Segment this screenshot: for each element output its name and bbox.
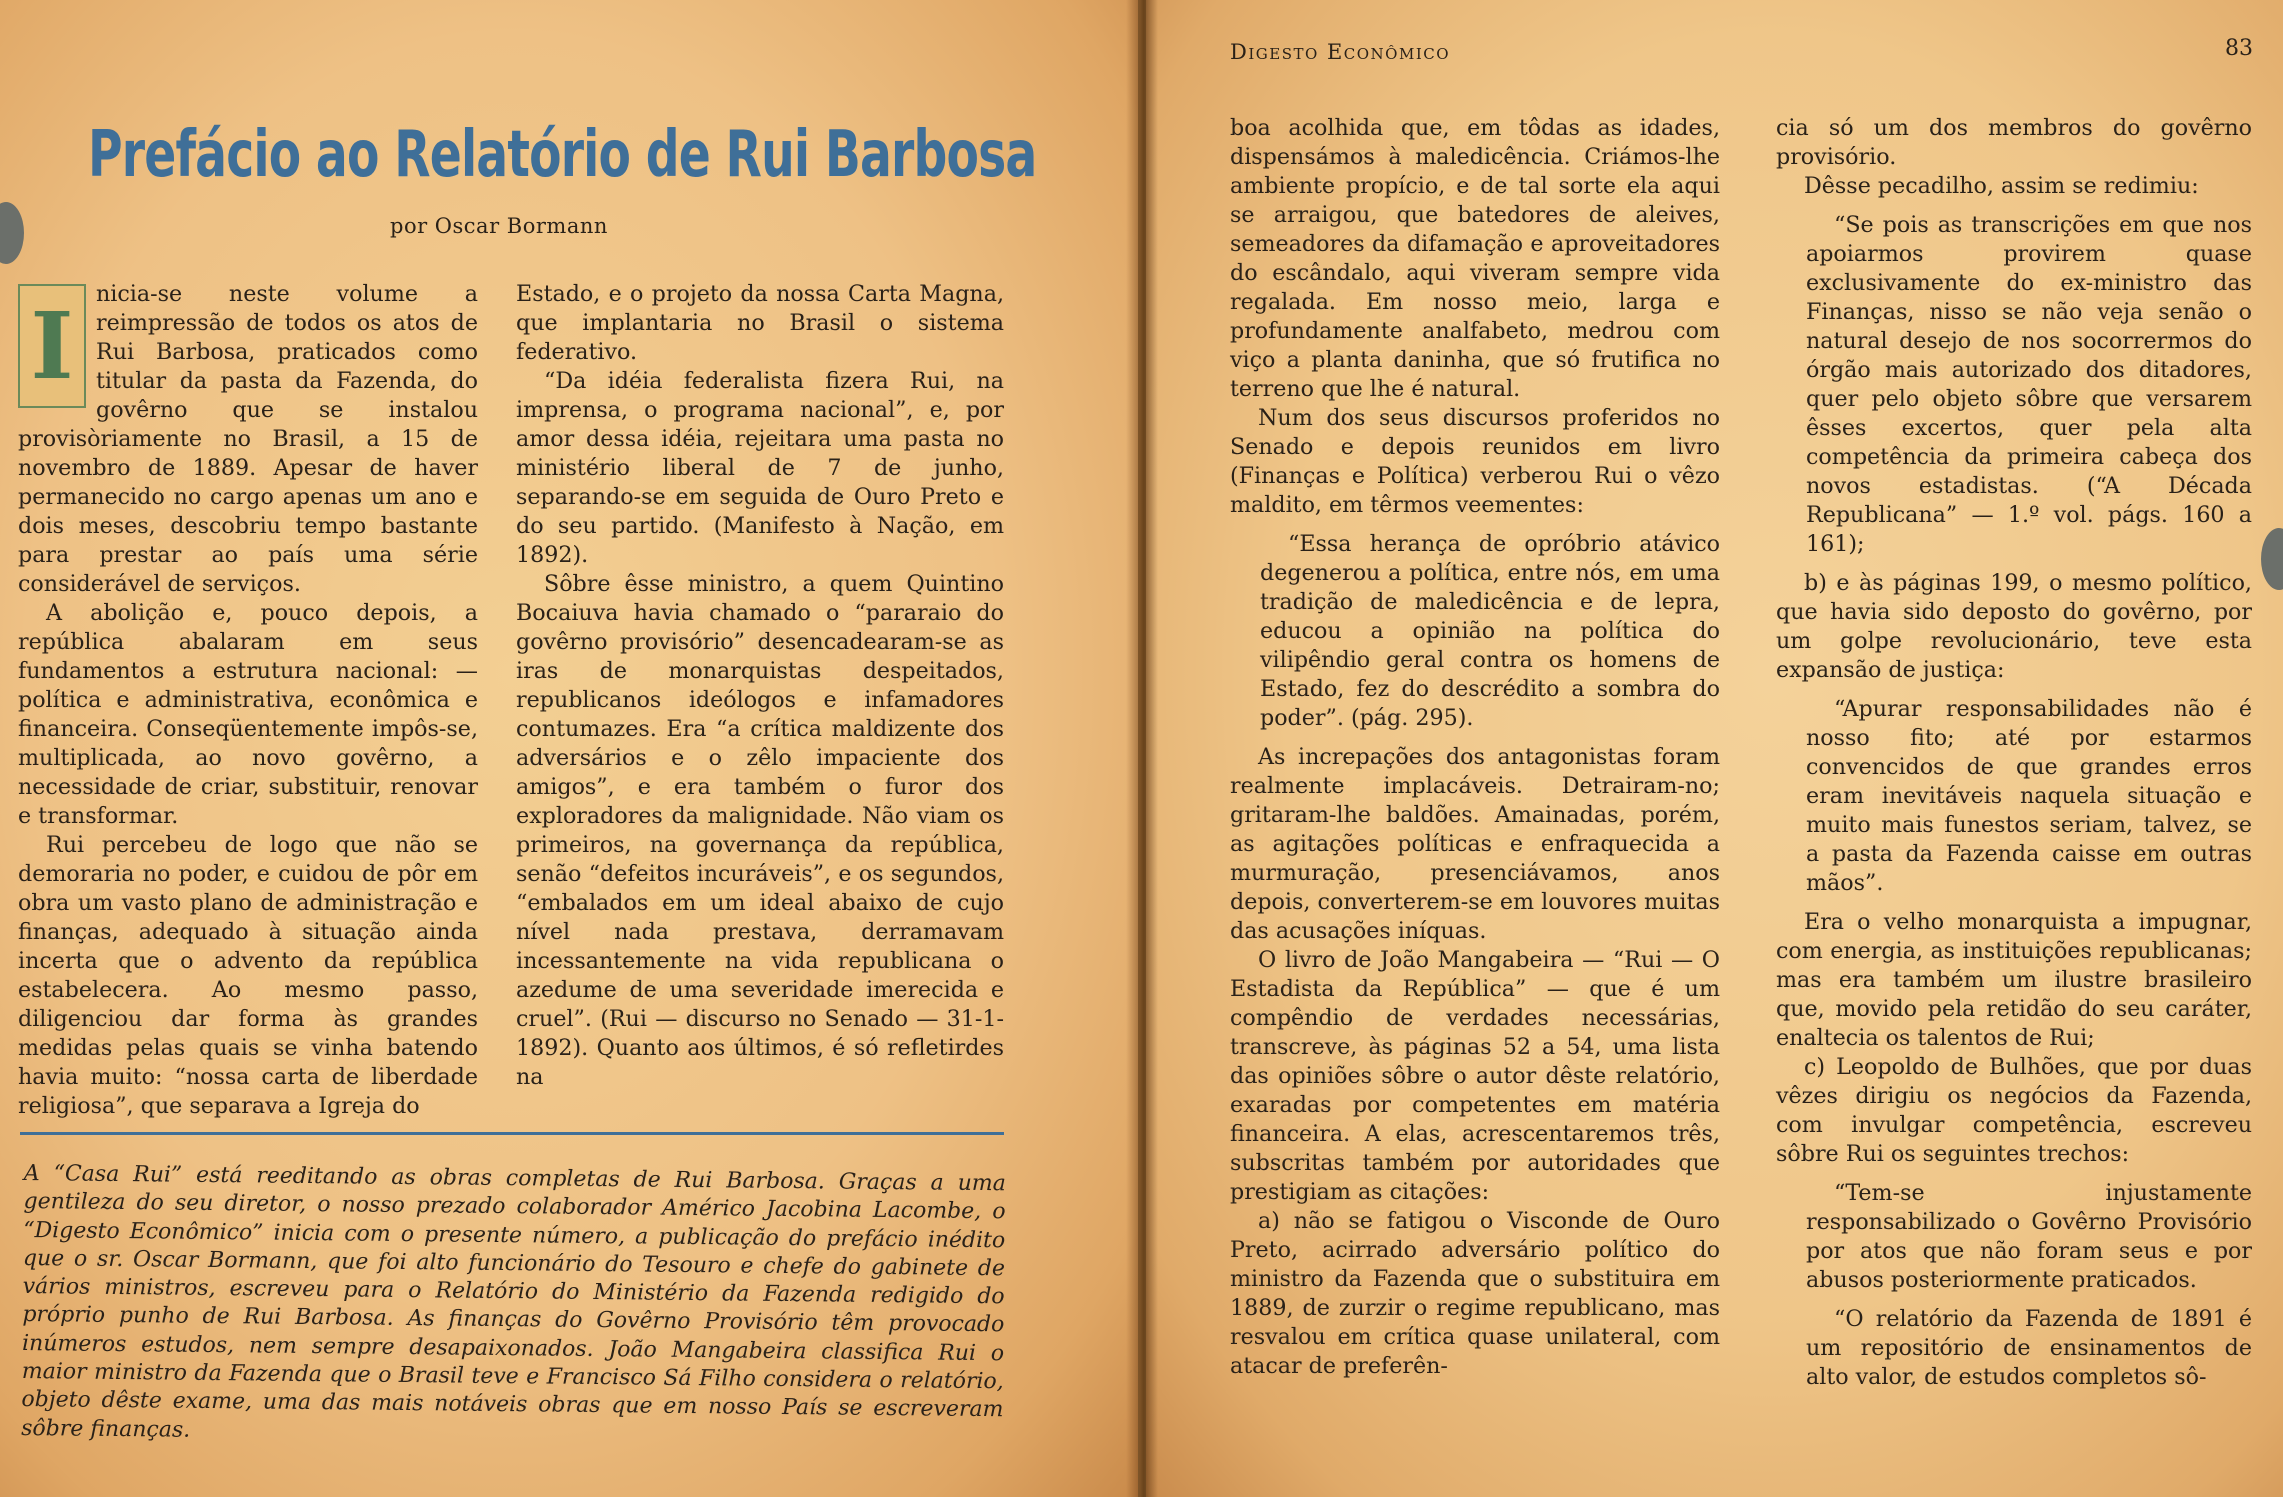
quotation: “Essa herança de opróbrio atávico degenerou a política, entre nós, em uma tradição de maledicência e de lepra, educou a opinião na política do vilipêndio geral contra os homens de Estado, fez do descrédito a sombra do poder”. (pág. 295). bbox=[1260, 531, 1720, 731]
left-column-1 bbox=[18, 280, 478, 1121]
drop-cap-letter: I bbox=[30, 292, 74, 400]
spine-gutter bbox=[1126, 0, 1158, 1497]
section-divider bbox=[20, 1132, 1004, 1135]
paragraph: Rui percebeu de logo que não se demoraria no poder, e cuidou de pôr em obra um vasto plano de administração e finanças, adequado à situação ainda incerta que o advento da república estabelecera. Ao mesmo passo, diligenciou dar forma às grandes medidas pelas quais se vinha batendo havia muito: “nossa carta de liberdade religiosa”, que separava a Igreja do bbox=[18, 832, 478, 1119]
paragraph: A abolição e, pouco depois, a república abalaram em seus fundamentos a estrutura nacional: — política e administrativa, econômica e financeira. Conseqüentemente impôs-se, multiplicada, ao novo govêrno, a necessidade de criar, substituir, renovar e transformar. bbox=[18, 600, 478, 829]
paragraph: O livro de João Mangabeira — “Rui — O Estadista da República” — que é um compêndio de verdades necessárias, transcreve, às páginas 52 a 54, uma lista das opiniões sôbre o autor dêste relatório, exaradas por competentes em matéria financeira. A elas, acrescentaremos três, subscritas também por autoridades que prestigiam as citações: bbox=[1230, 947, 1720, 1205]
drop-cap-ornament bbox=[18, 284, 86, 408]
right-column-1 bbox=[1230, 114, 1720, 1381]
paragraph: “Da idéia federalista fizera Rui, na imprensa, o programa nacional”, e, por amor dessa idéia, rejeitara uma pasta no ministério liberal de 7 de junho, separando-se em seguida de Ouro Preto e do seu partido. (Manifesto à Nação, em 1892). bbox=[516, 368, 1004, 568]
right-column-2 bbox=[1776, 114, 2252, 1402]
paragraph: As increpações dos antagonistas foram realmente implacáveis. Detrairam-no; gritaram-lhe baldões. Amainadas, porém, as agitações políticas e enfraquecida a murmuração, presenciávamos, anos depois, converterem-se em louvores muitas das acusações iníquas. bbox=[1230, 744, 1720, 944]
quotation: “Tem-se injustamente responsabilizado o Govêrno Provisório por atos que não foram seus e por abusos posteriormente praticados. bbox=[1806, 1180, 2252, 1293]
running-head: Digesto Econômico bbox=[1230, 40, 1451, 64]
paragraph: boa acolhida que, em tôdas as idades, dispensámos à maledicência. Criámos-lhe ambiente propício, e de tal sorte ela aqui se arraigou, que batedores de aleives, semeadores da difamação e aproveitadores do escândalo, aqui viveram sempre vida regalada. Em nosso meio, larga e profundamente analfabeto, medrou com viço a planta daninha, que só frutifica no terreno que lhe é natural. bbox=[1230, 115, 1720, 402]
left-column-2 bbox=[516, 280, 1004, 1092]
paragraph: Era o velho monarquista a impugnar, com energia, as instituições republicanas; mas era também um ilustre brasileiro que, movido pela retidão do seu caráter, enaltecia os talentos de Rui; bbox=[1776, 909, 2252, 1051]
paragraph: cia só um dos membros do govêrno provisório. bbox=[1776, 115, 2252, 170]
binding-hole bbox=[0, 202, 24, 264]
left-page bbox=[0, 0, 1138, 1497]
article-title: Prefácio ao Relatório de Rui Barbosa bbox=[88, 118, 1037, 192]
paragraph: nicia-se neste volume a reimpressão de todos os atos de Rui Barbosa, praticados como titular da pasta da Fazenda, do govêrno que se instalou provisòriamente no Brasil, a 15 de novembro de 1889. Apesar de haver permanecido no cargo apenas um ano e dois meses, descobriu tempo bastante para prestar ao país uma série considerável de serviços. bbox=[18, 281, 478, 597]
paragraph: Dêsse pecadilho, assim se redimiu: bbox=[1804, 173, 2199, 199]
quotation: “O relatório da Fazenda de 1891 é um repositório de ensinamentos de alto valor, de estudos completos sô- bbox=[1806, 1306, 2252, 1390]
quotation: “Se pois as transcrições em que nos apoiarmos provirem quase exclusivamente do ex-ministro das Finanças, nisso se não veja senão o natural desejo de nos socorrermos do órgão mais autorizado dos ditadores, quer pelo objeto sôbre que versarem êsses excertos, quer pela alta competência da primeira cabeça dos novos estadistas. (“A Década Republicana” — 1.º vol. págs. 160 a 161); bbox=[1806, 212, 2252, 557]
paragraph: Num dos seus discursos proferidos no Senado e depois reunidos em livro (Finanças e Política) verberou Rui o vêzo maldito, em têrmos veementes: bbox=[1230, 405, 1720, 518]
byline: por Oscar Bormann bbox=[390, 214, 608, 238]
editorial-note: A “Casa Rui” está reeditando as obras completas de Rui Barbosa. Graças a uma gentileza do seu diretor, o nosso prezado colaborador Américo Jacobina Lacombe, o “Digesto Econômico” inicia com o presente número, a publicação do prefácio inédito que o sr. Oscar Bormann, que foi alto funcionário do Tesouro e chefe do gabinete de vários ministros, escreveu para o Relatório do Ministério da Fazenda redigido do próprio punho de Rui Barbosa. As finanças do Govêrno Provisório têm provocado inúmeros estudos, nem sempre desapaixonados. João Mangabeira classifica Rui o maior ministro da Fazenda que o Brasil teve e Francisco Sá Filho considera o relatório, objeto dêste exame, uma das mais notáveis obras que em nosso País se escreveram sôbre finanças. bbox=[21, 1161, 1006, 1443]
quotation: “Apurar responsabilidades não é nosso fito; até por estarmos convencidos de que grandes erros eram inevitáveis naquela situação e muito mais funestos seriam, talvez, se a pasta da Fazenda caisse em outras mãos”. bbox=[1806, 696, 2252, 896]
right-page bbox=[1146, 0, 2283, 1497]
binding-hole bbox=[2261, 528, 2283, 590]
page-number: 83 bbox=[2225, 36, 2253, 61]
paragraph: c) Leopoldo de Bulhões, que por duas vêzes dirigiu os negócios da Fazenda, com invulgar competência, escreveu sôbre Rui os seguintes trechos: bbox=[1776, 1054, 2252, 1167]
paragraph: Sôbre êsse ministro, a quem Quintino Bocaiuva havia chamado o “pararaio do govêrno provisório” desencadearam-se as iras de monarquistas despeitados, republicanos ideólogos e infamadores contumazes. Era “a crítica maldizente dos adversários e o zêlo impaciente dos amigos”, e era também o furor dos exploradores da malignidade. Não viam os primeiros, na governança da república, senão “defeitos incuráveis”, e os segundos, “embalados em um ideal abaixo de cujo nível nada prestava, derramavam incessantemente na vida republicana o azedume de uma severidade imerecida e cruel”. (Rui — discurso no Senado — 31-1-1892). Quanto aos últimos, é só refletirdes na bbox=[516, 571, 1004, 1090]
paragraph: Estado, e o projeto da nossa Carta Magna, que implantaria no Brasil o sistema federativo. bbox=[516, 281, 1004, 365]
paragraph: b) e às páginas 199, o mesmo político, que havia sido deposto do govêrno, por um golpe revolucionário, teve esta expansão de justiça: bbox=[1776, 570, 2252, 683]
paragraph: a) não se fatigou o Visconde de Ouro Preto, acirrado adversário político do ministro da Fazenda que o substituira em 1889, de zurzir o regime republicano, mas resvalou em crítica quase unilateral, com atacar de preferên- bbox=[1230, 1208, 1720, 1379]
